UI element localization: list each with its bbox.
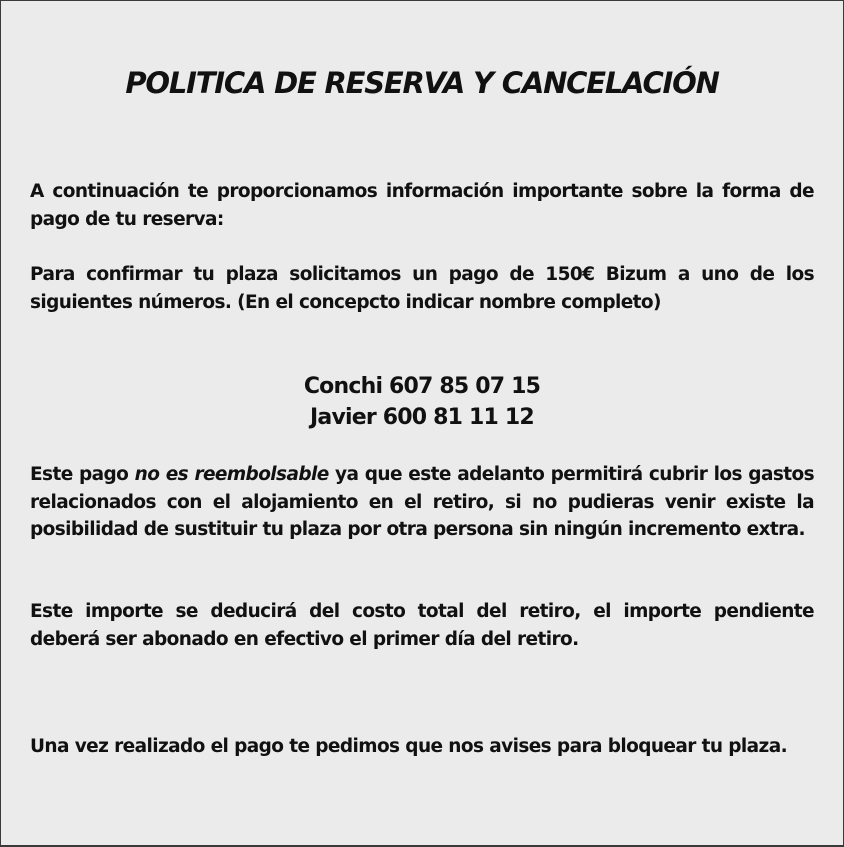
deduction-note-paragraph: Este importe se deducirá del costo total del retiro, el importe pendiente deberá ser abonado en efectivo el primer día del retiro. — [30, 601, 814, 650]
refund-policy-prefix: Este pago — [30, 464, 135, 485]
payment-instruction-paragraph: Para confirmar tu plaza solicitamos un pago de 150€ Bizum a uno de los siguientes números. (En el concepcto indicar nombre completo) — [30, 264, 814, 313]
contact-javier: Javier 600 81 11 12 — [310, 405, 534, 430]
refund-policy-paragraph — [30, 461, 814, 544]
closing-note-paragraph: Una vez realizado el pago te pedimos que nos avises para bloquear tu plaza. — [30, 736, 788, 757]
contact-list — [1, 371, 843, 433]
page-title: POLITICA DE RESERVA Y CANCELACIÓN — [125, 66, 719, 100]
refund-policy-suffix: ya que este adelanto permitirá cubrir los gastos relacionados con el alojamiento en el retiro, si no pudieras venir existe la posibilidad de sustituir tu plaza por otra persona sin ningún incremento extra. — [30, 464, 815, 540]
refund-policy-emphasis: no es reembolsable — [134, 464, 329, 485]
contact-conchi: Conchi 607 85 07 15 — [303, 374, 541, 399]
intro-paragraph: A continuación te proporcionamos información importante sobre la forma de pago de tu reserva: — [30, 181, 814, 230]
